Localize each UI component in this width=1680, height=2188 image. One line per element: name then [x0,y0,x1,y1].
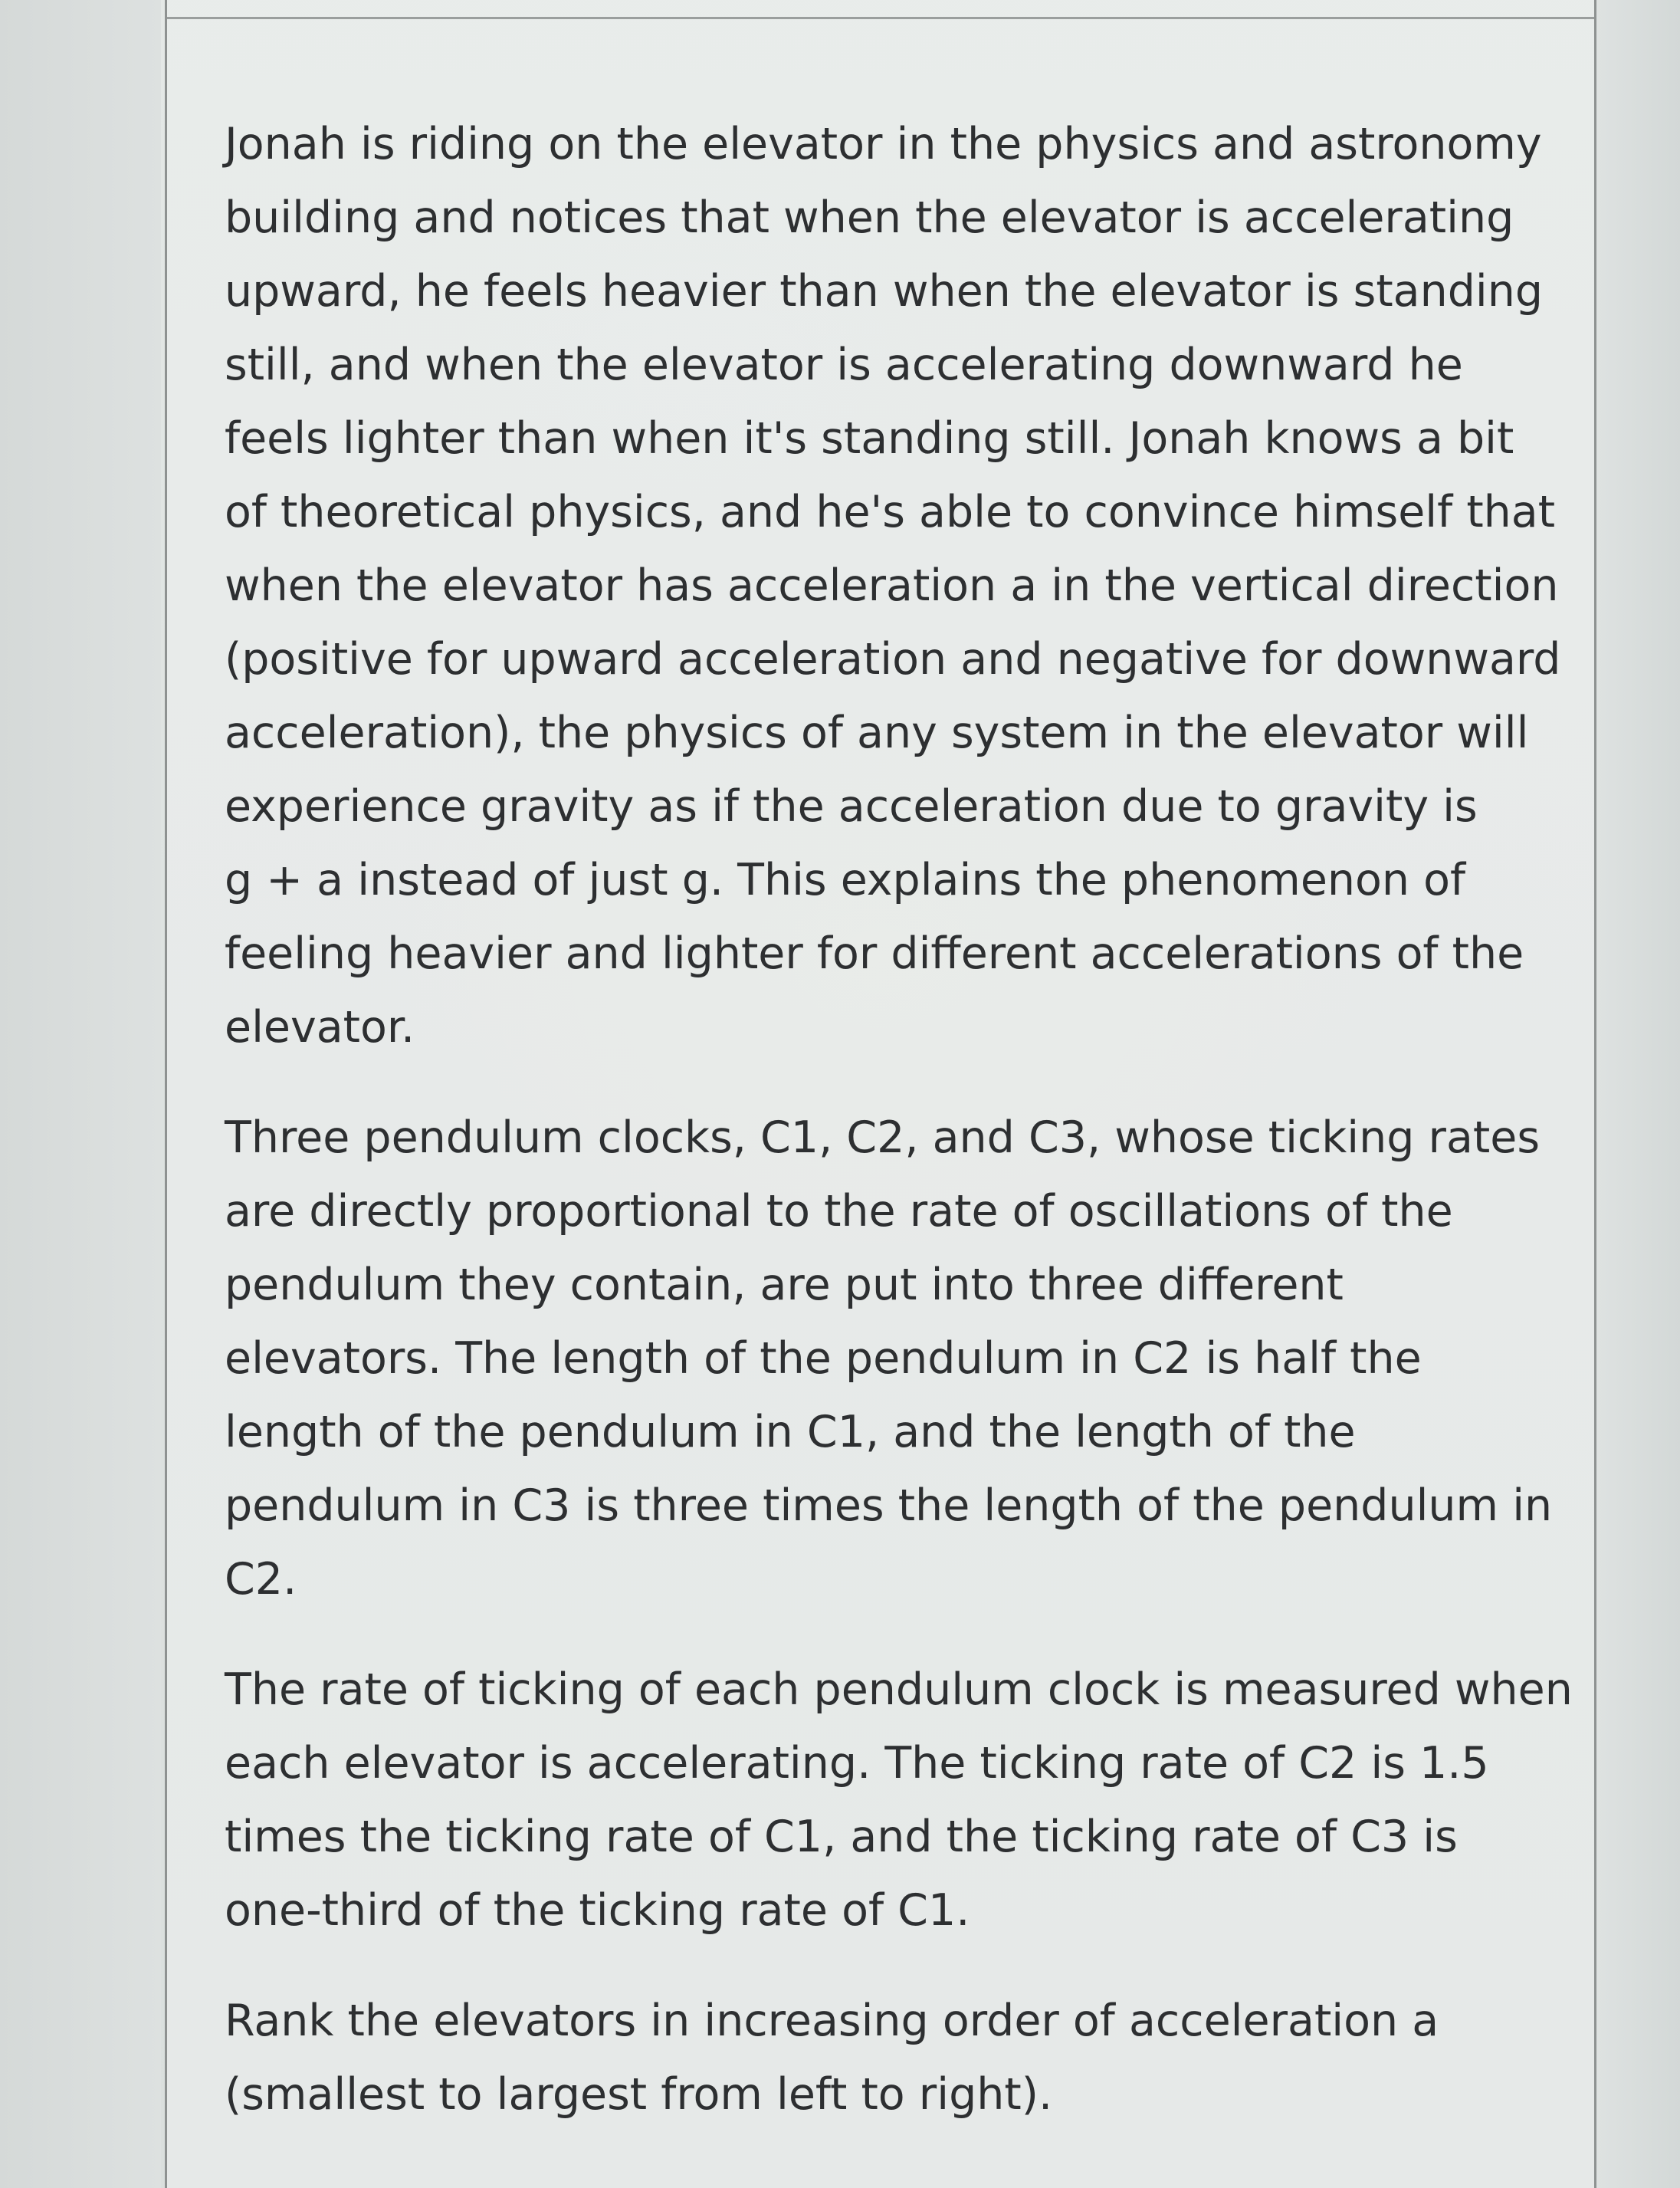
text-line: building and notices that when the elevator is accelerating [225,192,1514,243]
paragraph-ticking-rates [225,1653,1573,1947]
paragraph-elevator-intro [225,107,1561,1064]
text-line: pendulum they contain, are put into three different [225,1260,1344,1310]
text-line: The rate of ticking of each pendulum clock is measured when [225,1664,1573,1715]
text-line: upward, he feels heavier than when the elevator is standing [225,266,1544,317]
text-line: of theoretical physics, and he's able to convince himself that [225,487,1556,537]
paragraph-pendulum-clocks [225,1101,1558,1616]
text-line: feeling heavier and lighter for different accelerations of the [225,928,1524,979]
text-line: length of the pendulum in C1, and the length of the [225,1407,1356,1457]
panel-top-divider [167,17,1594,19]
left-margin [0,0,161,2188]
text-line: times the ticking rate of C1, and the ticking rate of C3 is [225,1812,1458,1862]
text-line: each elevator is accelerating. The ticking rate of C2 is 1.5 [225,1738,1489,1789]
text-line: Three pendulum clocks, C1, C2, and C3, whose ticking rates [225,1112,1541,1163]
text-line: g + a instead of just g. This explains the phenomenon of [225,855,1466,905]
question-panel [165,0,1596,2188]
text-line: when the elevator has acceleration a in the vertical direction [225,560,1559,611]
text-line: (smallest to largest from left to right). [225,2069,1053,2120]
text-line: Jonah is riding on the elevator in the physics and astronomy [225,119,1542,169]
text-line: elevator. [225,1002,415,1053]
text-line: acceleration), the physics of any system in the elevator will [225,708,1529,758]
right-margin [1596,0,1680,2188]
text-line: (positive for upward acceleration and negative for downward [225,634,1561,685]
text-line: feels lighter than when it's standing still. Jonah knows a bit [225,413,1514,464]
text-line: elevators. The length of the pendulum in C2 is half the [225,1333,1422,1384]
text-line: still, and when the elevator is accelerating downward he [225,340,1463,390]
question-text [225,107,1573,2168]
paragraph-ranking-prompt [225,1984,1558,2131]
text-line: C2. [225,1554,297,1605]
text-line: pendulum in C3 is three times the length of the pendulum in [225,1480,1553,1531]
text-line: one-third of the ticking rate of C1. [225,1885,970,1936]
text-line: Rank the elevators in increasing order of acceleration a [225,1996,1439,2046]
text-line: are directly proportional to the rate of oscillations of the [225,1186,1453,1237]
text-line: experience gravity as if the acceleration due to gravity is [225,781,1478,832]
